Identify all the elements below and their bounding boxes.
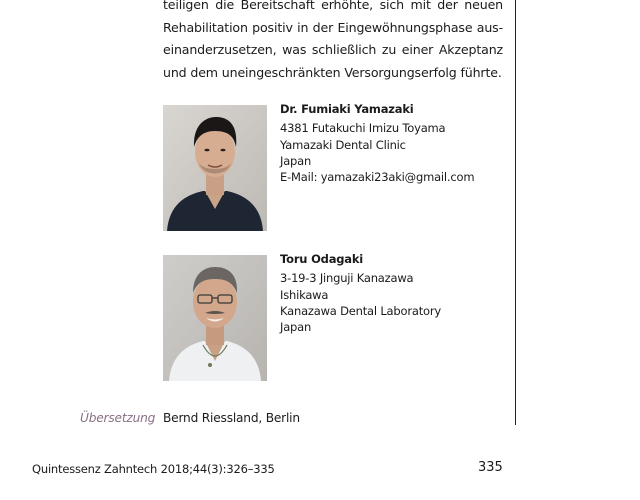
body-text-line: teiligen die Bereitschaft erhöhte, sich mit der neuen — [163, 0, 503, 12]
author-photo-odagaki — [163, 255, 267, 381]
author-info-yamazaki — [280, 101, 520, 185]
author-email[interactable]: E-Mail: yamazaki23aki@gmail.com — [280, 170, 475, 185]
author-photo-yamazaki — [163, 105, 267, 231]
author-address-line: Ishikawa — [280, 287, 329, 302]
translation-label: Übersetzung — [80, 411, 156, 425]
page-number: 335 — [478, 460, 503, 475]
author-address-line: Kanazawa Dental Laboratory — [280, 303, 441, 318]
body-text-line: Rehabilitation positiv in der Eingewöhnungsphase aus- — [163, 19, 503, 35]
column-divider-line — [515, 0, 516, 425]
author-address-line: Japan — [280, 153, 312, 168]
body-text-line: und dem uneingeschränkten Versorgungserfolg führte. — [163, 65, 502, 81]
author-name: Dr. Fumiaki Yamazaki — [280, 102, 414, 116]
author-address-line: Yamazaki Dental Clinic — [280, 137, 406, 152]
article-body-paragraph — [163, 0, 503, 85]
author-address-line: 3-19-3 Jinguji Kanazawa — [280, 271, 414, 286]
body-text-line: einanderzusetzen, was schließlich zu einer Akzeptanz — [163, 42, 503, 58]
translator-name: Bernd Riessland, Berlin — [163, 411, 300, 425]
author-name: Toru Odagaki — [280, 252, 364, 266]
author-address-line: Japan — [280, 320, 312, 335]
journal-citation: Quintessenz Zahntech 2018;44(3):326–335 — [32, 462, 275, 476]
author-info-odagaki — [280, 251, 520, 335]
author-address-line: 4381 Futakuchi Imizu Toyama — [280, 121, 446, 136]
